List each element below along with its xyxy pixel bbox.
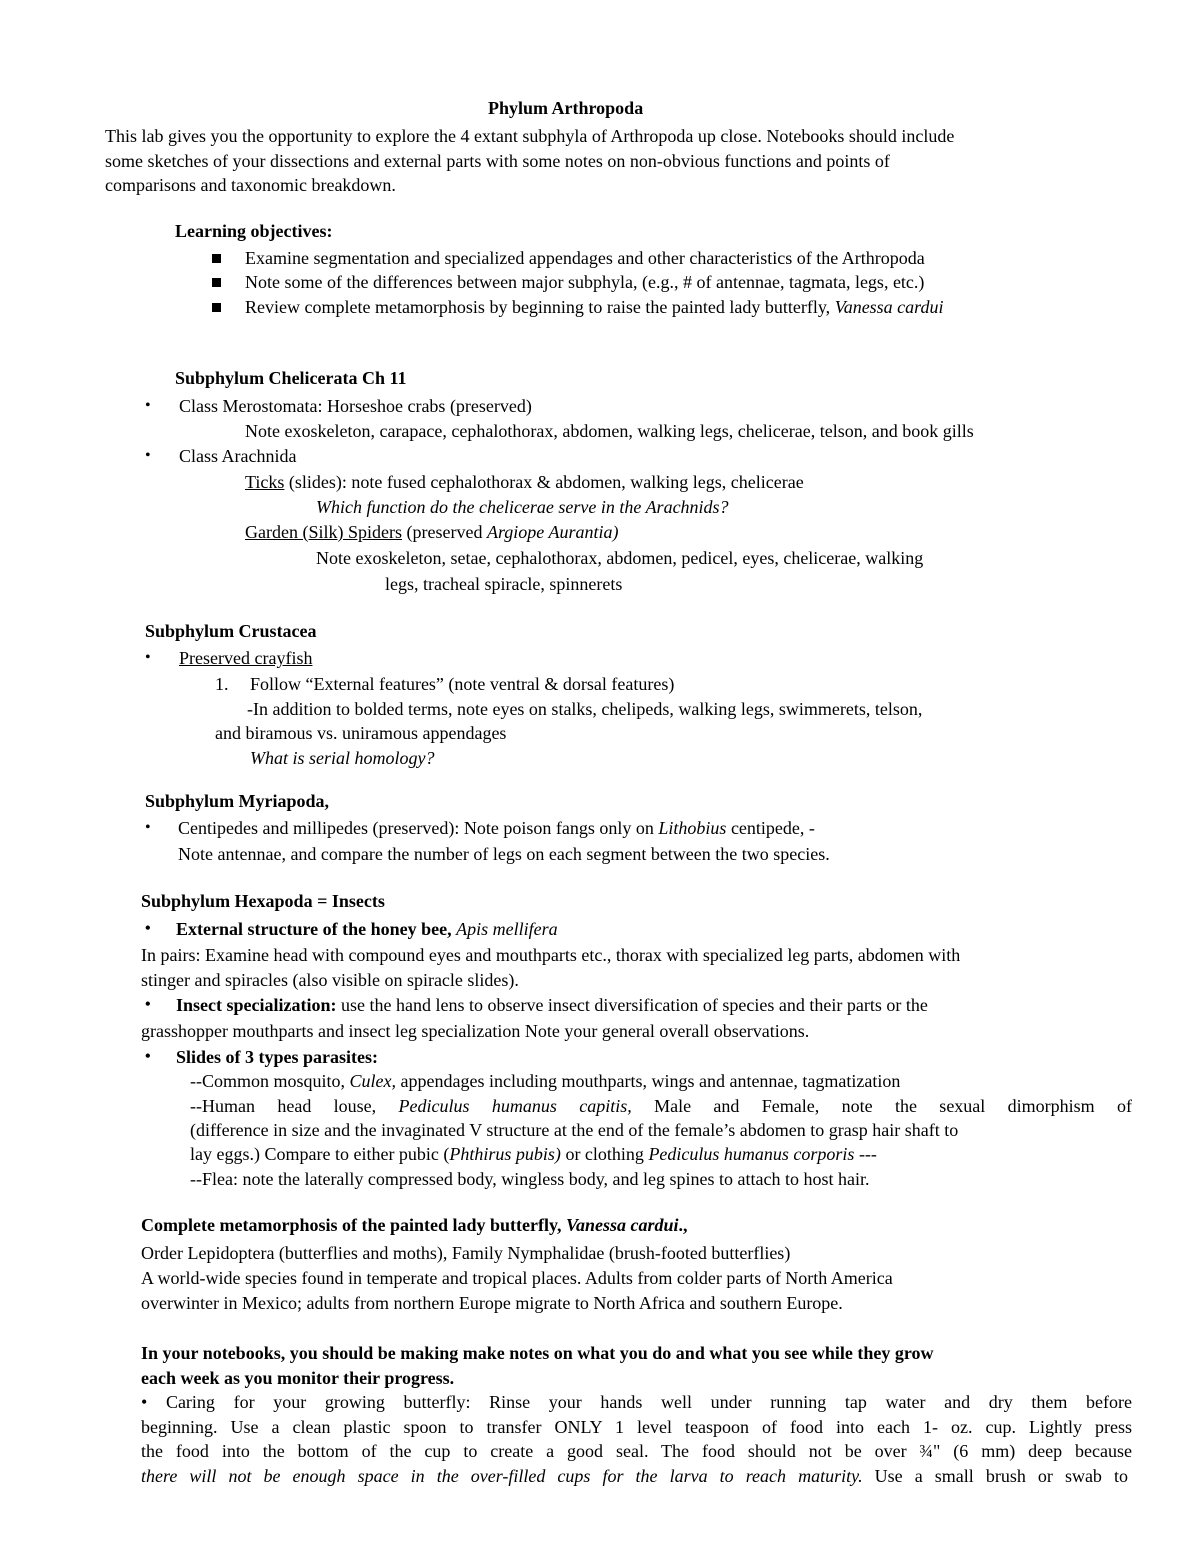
objective-item: Examine segmentation and specialized appendages and other characteristics of the Arthropoda: [245, 248, 925, 268]
objectives-heading: Learning objectives:: [175, 221, 333, 241]
metamorphosis-line-1: Order Lepidoptera (butterflies and moths), Family Nymphalidae (brush-footed butterflies): [141, 1243, 791, 1263]
crustacea-heading: Subphylum Crustacea: [145, 621, 317, 641]
louse-line-2: (difference in size and the invaginated V structure at the end of the female’s abdomen to grasp hair shaft to: [190, 1120, 959, 1140]
notebooks-heading-1: In your notebooks, you should be making make notes on what you do and what you see while they grow: [141, 1343, 934, 1363]
bullet-icon: •: [145, 447, 151, 464]
care-line-3: the food into the bottom of the cup to create a good seal. The food should not be over ¾" (6 mm) deep because: [141, 1441, 1132, 1461]
intro-line-2: some sketches of your dissections and external parts with some notes on non-obvious functions and points of: [105, 151, 890, 171]
ticks-question: Which function do the chelicerae serve in the Arachnids?: [316, 497, 729, 517]
myriapoda-line-2: Note antennae, and compare the number of legs on each segment between the two species.: [178, 844, 830, 864]
page-title: Phylum Arthropoda: [488, 98, 644, 118]
square-bullet-icon: [212, 278, 221, 287]
objective-item: Review complete metamorphosis by beginning to raise the painted lady butterfly, Vanessa cardui: [245, 297, 944, 317]
merostomata-note: Note exoskeleton, carapace, cephalothorax, abdomen, walking legs, chelicerae, telson, and book gills: [245, 421, 974, 441]
notebooks-heading-2: each week as you monitor their progress.: [141, 1368, 455, 1388]
intro-line-3: comparisons and taxonomic breakdown.: [105, 175, 396, 195]
specialization-line-2: grasshopper mouthparts and insect leg specialization Note your general overall observations.: [141, 1021, 810, 1041]
class-merostomata: Class Merostomata: Horseshoe crabs (preserved): [179, 396, 532, 416]
care-line-1: • Caring for your growing butterfly: Rinse your hands well under running tap water and dry them before: [141, 1392, 1132, 1412]
care-line-4: there will not be enough space in the over-filled cups for the larva to reach maturity. Use a small brush or swab to: [141, 1466, 1128, 1486]
bullet-icon: •: [145, 397, 151, 414]
crayfish-step: Follow “External features” (note ventral & dorsal features): [250, 674, 675, 694]
flea-line: --Flea: note the laterally compressed body, wingless body, and leg spines to attach to host hair.: [190, 1169, 870, 1189]
care-line-2: beginning. Use a clean plastic spoon to transfer ONLY 1 level teaspoon of food into each 1- oz. cup. Lightly press: [141, 1417, 1132, 1437]
bullet-icon: •: [145, 1048, 151, 1065]
spiders-line: Garden (Silk) Spiders (preserved Argiope Aurantia): [245, 522, 619, 542]
metamorphosis-line-2: A world-wide species found in temperate and tropical places. Adults from colder parts of North America: [141, 1268, 893, 1288]
bullet-icon: •: [145, 819, 151, 836]
honey-bee-line-2: stinger and spiracles (also visible on spiracle slides).: [141, 970, 519, 990]
honey-bee-item: External structure of the honey bee, Apis mellifera: [176, 919, 558, 939]
crayfish-note-2: and biramous vs. uniramous appendages: [215, 723, 507, 743]
class-arachnida: Class Arachnida: [179, 446, 297, 466]
bullet-icon: •: [145, 920, 151, 937]
crayfish-question: What is serial homology?: [250, 748, 435, 768]
myriapoda-heading: Subphylum Myriapoda,: [145, 791, 330, 811]
louse-line-1: --Human head louse, Pediculus humanus capitis, Male and Female, note the sexual dimorphism of: [190, 1096, 1133, 1116]
myriapoda-line-1: Centipedes and millipedes (preserved): Note poison fangs only on Lithobius centipede, -: [178, 818, 815, 838]
intro-line-1: This lab gives you the opportunity to explore the 4 extant subphyla of Arthropoda up close. Notebooks should include: [105, 126, 955, 146]
bullet-icon: •: [145, 649, 151, 666]
objective-item: Note some of the differences between major subphyla, (e.g., # of antennae, tagmata, legs, etc.): [245, 272, 925, 292]
louse-line-3: lay eggs.) Compare to either pubic (Phthirus pubis) or clothing Pediculus humanus corporis ---: [190, 1144, 877, 1164]
ticks-line: Ticks (slides): note fused cephalothorax & abdomen, walking legs, chelicerae: [245, 472, 804, 492]
square-bullet-icon: [212, 303, 221, 312]
bullet-icon: •: [145, 996, 151, 1013]
step-number: 1.: [215, 674, 229, 694]
specialization-item: Insect specialization: use the hand lens to observe insect diversification of species and their parts or the: [176, 995, 928, 1015]
crayfish-item: Preserved crayfish: [179, 648, 313, 668]
spiders-note-1: Note exoskeleton, setae, cephalothorax, abdomen, pedicel, eyes, chelicerae, walking: [316, 548, 924, 568]
honey-bee-line-1: In pairs: Examine head with compound eyes and mouthparts etc., thorax with specialized leg parts, abdomen with: [141, 945, 961, 965]
mosquito-line: --Common mosquito, Culex, appendages including mouthparts, wings and antennae, tagmatization: [190, 1071, 901, 1091]
spiders-note-2: legs, tracheal spiracle, spinnerets: [385, 574, 623, 594]
square-bullet-icon: [212, 254, 221, 263]
chelicerata-heading: Subphylum Chelicerata Ch 11: [175, 368, 407, 388]
hexapoda-heading: Subphylum Hexapoda = Insects: [141, 891, 385, 911]
metamorphosis-line-3: overwinter in Mexico; adults from northern Europe migrate to North Africa and southern Europe.: [141, 1293, 843, 1313]
parasites-item: Slides of 3 types parasites:: [176, 1047, 378, 1067]
metamorphosis-heading: Complete metamorphosis of the painted lady butterfly, Vanessa cardui.,: [141, 1215, 688, 1235]
crayfish-note-1: -In addition to bolded terms, note eyes on stalks, chelipeds, walking legs, swimmerets, telson,: [247, 699, 923, 719]
